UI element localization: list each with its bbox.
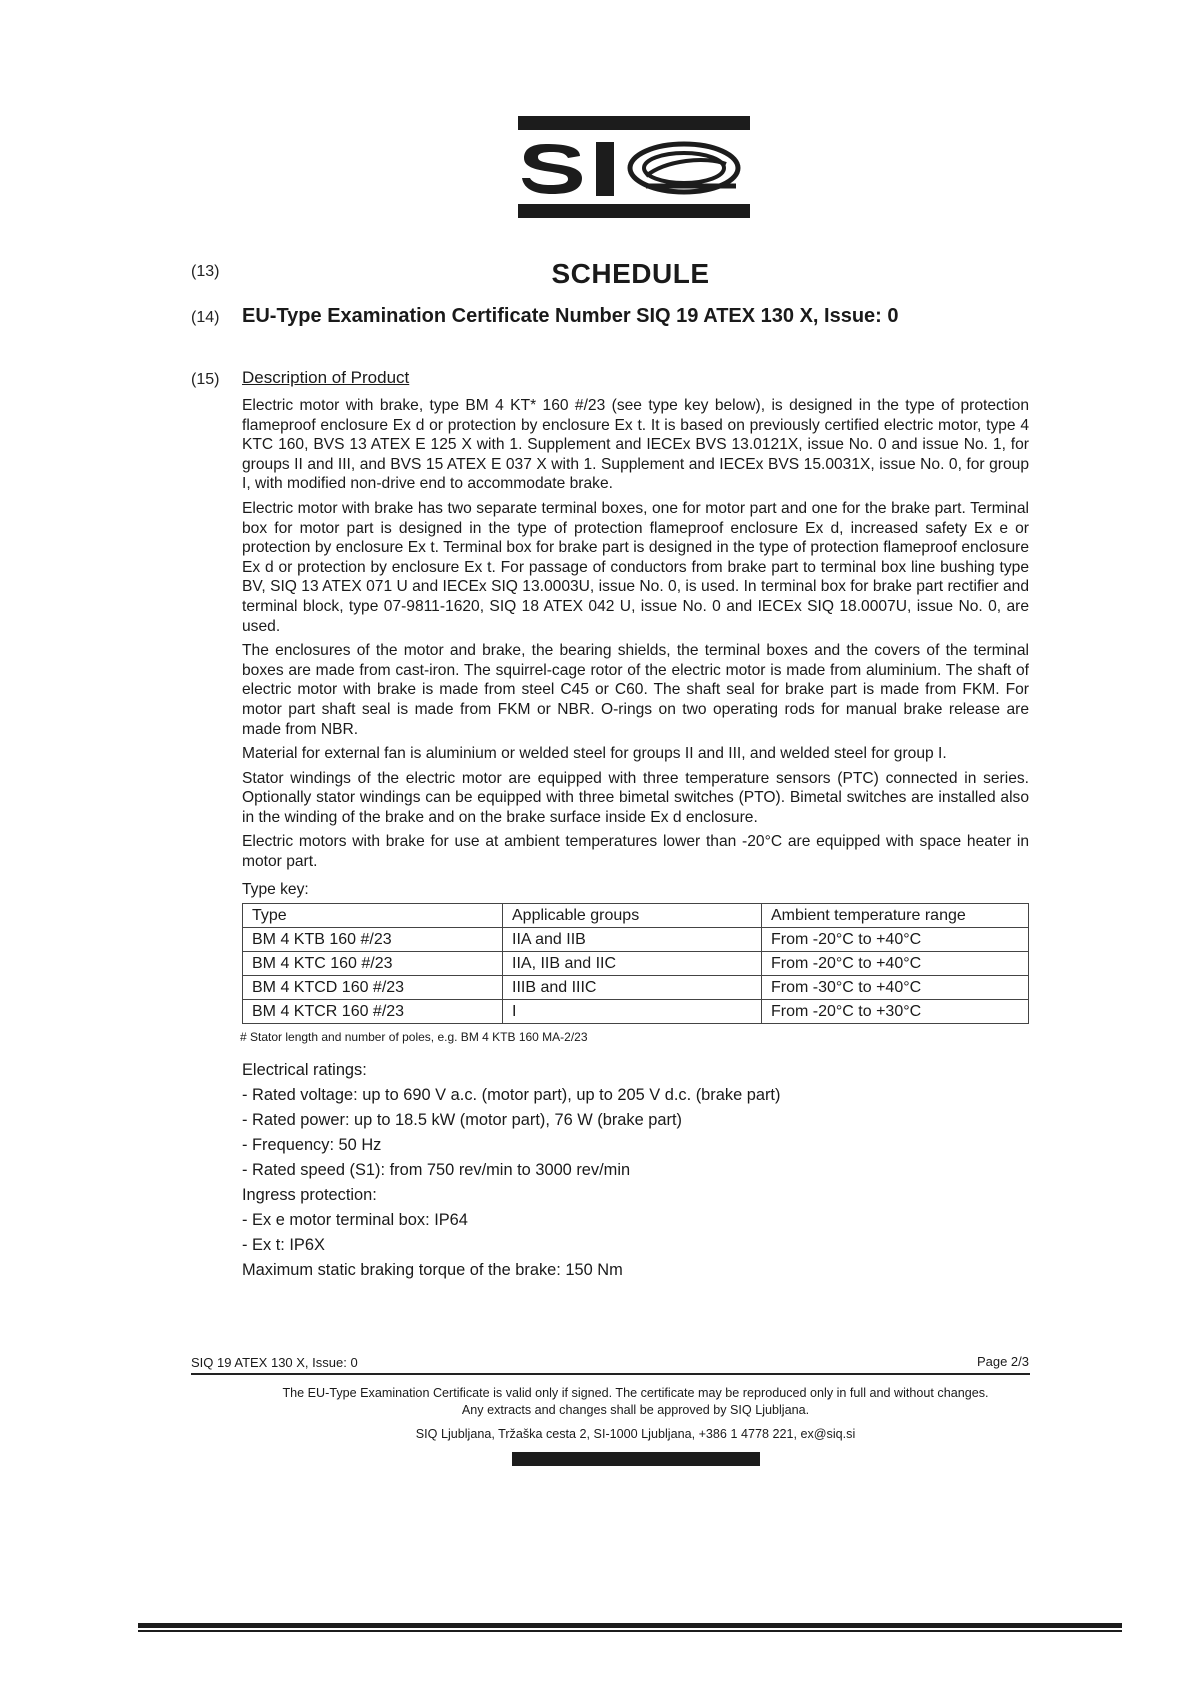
table-cell: BM 4 KTCR 160 #/23 — [243, 1000, 503, 1024]
description-body — [242, 396, 1029, 1283]
paragraph-materials: The enclosures of the motor and brake, the bearing shields, the terminal boxes and the covers of the terminal boxes are made from cast-iron. The squirrel-cage rotor of the electric motor is made from aluminium. The shaft of electric motor with brake is made from steel C45 or C60. The shaft seal for brake part is made from FKM. For motor part shaft seal is made from FKM or NBR. O-rings on two operating rods for manual brake release are made from NBR. — [242, 642, 1029, 738]
footer-divider — [191, 1373, 1030, 1375]
table-cell: From -20°C to +30°C — [762, 1000, 1029, 1024]
type-key-label: Type key: — [242, 880, 309, 898]
table-cell: IIA, IIB and IIC — [503, 952, 762, 976]
ingress-exe: - Ex e motor terminal box: IP64 — [242, 1210, 468, 1229]
paragraph-fan: Material for external fan is aluminium or welded steel for groups II and III, and welded steel for group I. — [242, 745, 947, 763]
item-number-13: (13) — [191, 263, 220, 280]
frequency: - Frequency: 50 Hz — [242, 1135, 382, 1154]
page-bottom-rule — [138, 1623, 1122, 1628]
rated-power: - Rated power: up to 18.5 kW (motor part), 76 W (brake part) — [242, 1110, 682, 1129]
page-bottom-rule-thin — [138, 1630, 1122, 1632]
siq-logo-mark — [518, 134, 750, 200]
table-cell: IIA and IIB — [503, 928, 762, 952]
table-header-cell: Ambient temperature range — [762, 904, 1029, 928]
paragraph-terminal-boxes: Electric motor with brake has two separate terminal boxes, one for motor part and one for the brake part. Terminal box for motor part is designed in the type of protection flameproof enclosure Ex d, increased safety Ex e or protection by enclosure Ex t. Terminal box for brake part is designed in the type of protection flameproof enclosure Ex d or protection by enclosure Ex t. For passage of conductors from brake part to terminal box line bushing type BV, SIQ 13 ATEX 071 U and IECEx SIQ 13.0003U, issue No. 0, is used. In terminal box for brake part rectifier and terminal block, type 07-9811-1620, SIQ 18 ATEX 042 U, issue No. 0 and IECEx SIQ 18.0007U, issue No. 0, are used. — [242, 499, 1029, 635]
type-key-footnote: # Stator length and number of poles, e.g. BM 4 KTB 160 MA-2/23 — [240, 1030, 588, 1045]
electrical-ratings-label: Electrical ratings: — [242, 1060, 367, 1079]
table-cell: I — [503, 1000, 762, 1024]
footer-address: SIQ Ljubljana, Tržaška cesta 2, SI-1000 Ljubljana, +386 1 4778 221, ex@siq.si — [415, 1427, 856, 1441]
table-row — [243, 976, 1029, 1000]
logo-bottom-bar — [518, 204, 750, 218]
footer-certificate-ref: SIQ 19 ATEX 130 X, Issue: 0 — [191, 1355, 358, 1370]
table-cell: BM 4 KTCD 160 #/23 — [243, 976, 503, 1000]
table-row — [243, 952, 1029, 976]
ingress-protection-label: Ingress protection: — [242, 1185, 377, 1204]
table-header-cell: Applicable groups — [503, 904, 762, 928]
section-title: Description of Product — [242, 368, 410, 387]
table-row — [243, 928, 1029, 952]
paragraph-overview: Electric motor with brake, type BM 4 KT* 160 #/23 (see type key below), is designed in the type of protection flameproof enclosure Ex d or protection by enclosure Ex t. It is based on previously certified electric motor, type 4 KTC 160, BVS 13 ATEX E 125 X with 1. Supplement and IECEx BVS 13.0121X, issue No. 0 and issue No. 1, for groups II and III, and BVS 15 ATEX E 037 X with 1. Supplement and IECEx BVS 15.0031X, issue No. 0, for group I, with modified non-drive end to accommodate brake. — [242, 397, 1029, 493]
table-header-cell: Type — [243, 904, 503, 928]
ratings-list — [242, 1058, 1029, 1283]
footer-bar — [512, 1452, 760, 1466]
validity-line-2: Any extracts and changes shall be approved by SIQ Ljubljana. — [461, 1403, 810, 1417]
rated-voltage: - Rated voltage: up to 690 V a.c. (motor part), up to 205 V d.c. (brake part) — [242, 1085, 781, 1104]
siq-logo — [518, 116, 750, 218]
table-cell: IIIB and IIIC — [503, 976, 762, 1000]
table-cell: BM 4 KTC 160 #/23 — [243, 952, 503, 976]
table-cell: From -30°C to +40°C — [762, 976, 1029, 1000]
page-title: SCHEDULE — [551, 258, 710, 289]
certificate-number-heading: EU-Type Examination Certificate Number SIQ 19 ATEX 130 X, Issue: 0 — [242, 305, 899, 327]
ingress-ext: - Ex t: IP6X — [242, 1235, 325, 1254]
item-number-14: (14) — [191, 309, 220, 326]
validity-line-1: The EU-Type Examination Certificate is valid only if signed. The certificate may be reproduced only in full and without changes. — [282, 1386, 989, 1400]
paragraph-windings: Stator windings of the electric motor are equipped with three temperature sensors (PTC) connected in series. Optionally stator windings can be equipped with three bimetal switches (PTO). Bimetal switches are installed also in the winding of the brake and on the brake surface inside Ex d enclosure. — [242, 769, 1029, 826]
rated-speed: - Rated speed (S1): from 750 rev/min to 3000 rev/min — [242, 1160, 631, 1179]
item-number-15: (15) — [191, 371, 220, 388]
braking-torque: Maximum static braking torque of the brake: 150 Nm — [242, 1260, 623, 1279]
footer-page-number: Page 2/3 — [976, 1354, 1029, 1369]
table-row — [243, 1000, 1029, 1024]
table-header-row — [243, 904, 1029, 928]
footer-validity-notice — [242, 1385, 1029, 1419]
type-key-table — [242, 903, 1029, 1024]
paragraph-space-heater: Electric motors with brake for use at ambient temperatures lower than -20°C are equipped with space heater in motor part. — [242, 833, 1029, 871]
table-cell: BM 4 KTB 160 #/23 — [243, 928, 503, 952]
table-cell: From -20°C to +40°C — [762, 928, 1029, 952]
table-cell: From -20°C to +40°C — [762, 952, 1029, 976]
logo-top-bar — [518, 116, 750, 130]
